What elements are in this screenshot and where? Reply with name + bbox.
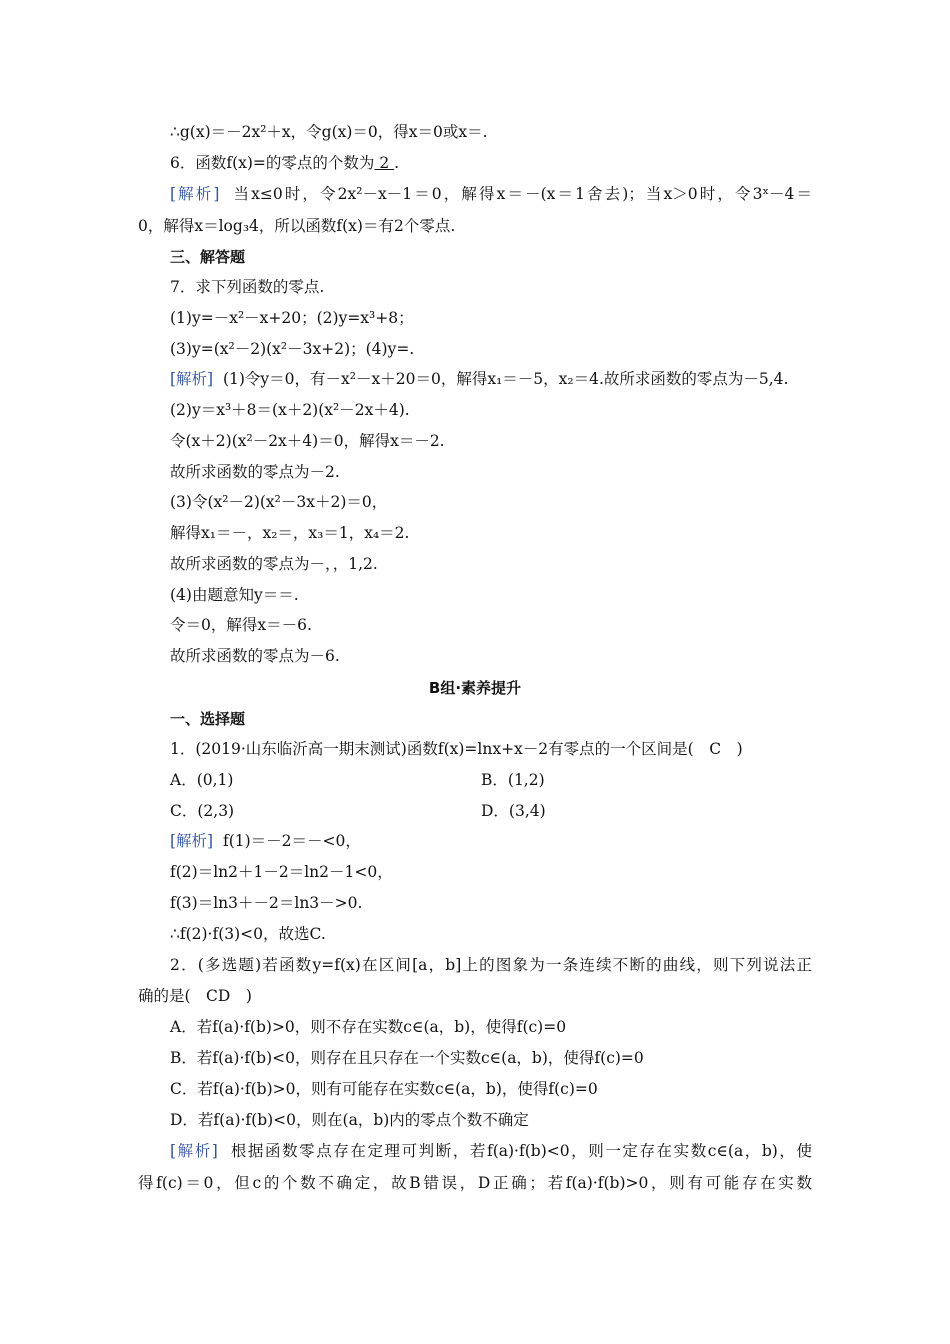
punctuation: . (394, 154, 400, 172)
analysis-tag: [解析] (170, 370, 214, 388)
question-2: 2．(多选题)若函数y=f(x)在区间[a，b]上的图象为一条连续不断的曲线，则下列说法正 (170, 956, 812, 974)
analysis-text: (1)令y＝0，有－x²－x＋20＝0，解得x₁＝－5，x₂＝4.故所求函数的零点为－5,4. (222, 370, 789, 388)
text-line: (3)y=(x²－2)(x²－3x+2)；(4)y=. (170, 340, 415, 358)
option-c: C．(2,3) (170, 802, 235, 820)
question-6 (170, 153, 399, 173)
option-d: D．若f(a)·f(b)<0，则在(a，b)内的零点个数不确定 (170, 1111, 529, 1129)
question-text: 6．函数f(x)=的零点的个数为 (170, 154, 375, 172)
text-line: 故所求函数的零点为－6. (170, 647, 340, 665)
text-line: 解得x₁＝－，x₂＝，x₃＝1，x₄＝2. (170, 524, 410, 542)
options-row (170, 801, 810, 821)
section-heading: 一、选择题 (170, 710, 246, 728)
analysis-text: 当x≤0时，令2x²－x－1＝0，解得x＝－(x＝1舍去)；当x＞0时，令3ˣ－4＝ (233, 185, 812, 203)
text-line: ∴f(2)·f(3)<0，故选C. (170, 925, 326, 943)
option-d: D．(3,4) (481, 802, 546, 820)
text-line: f(3)＝ln3＋－2＝ln3－>0. (170, 894, 363, 912)
text-line: (1)y=－x²－x+20；(2)y=x³+8； (170, 309, 414, 327)
option-c: C．若f(a)·f(b)>0，则有可能存在实数c∈(a，b)，使得f(c)=0 (170, 1080, 598, 1098)
analysis-tag: [解析] (170, 1142, 218, 1160)
answer-blank: 2 (374, 154, 395, 172)
section-heading: 三、解答题 (170, 248, 246, 266)
question-7: 7．求下列函数的零点. (170, 278, 325, 296)
analysis-line (170, 184, 812, 204)
option-b: B．(1,2) (481, 771, 545, 789)
text-line: 得f(c)＝0，但c的个数不确定，故B错误，D正确；若f(a)·f(b)>0，则有可能存在实数 (138, 1174, 812, 1192)
text-line: (3)令(x²－2)(x²－3x＋2)＝0， (170, 493, 388, 511)
text-line: (4)由题意知y＝＝. (170, 586, 299, 604)
group-heading: B组·素养提升 (428, 679, 522, 697)
text-line: 令＝0，解得x＝－6. (170, 616, 312, 634)
option-a: A．若f(a)·f(b)>0，则不存在实数c∈(a，b)，使得f(c)=0 (170, 1018, 567, 1036)
question-1: 1．(2019·山东临沂高一期末测试)函数f(x)=lnx+x－2有零点的一个区间是( C ) (170, 740, 743, 758)
analysis-text: 根据函数零点存在定理可判断，若f(a)·f(b)<0，则一定存在实数c∈(a，b)，使 (230, 1142, 812, 1160)
text-line: 令(x＋2)(x²－2x＋4)＝0，解得x＝－2. (170, 432, 445, 450)
text-line: 0，解得x＝log₃4，所以函数f(x)＝有2个零点. (138, 217, 456, 235)
option-b: B．若f(a)·f(b)<0，则存在且只存在一个实数c∈(a，b)，使得f(c)=0 (170, 1049, 644, 1067)
text-line: 确的是( CD ) (138, 987, 252, 1005)
option-a: A．(0,1) (170, 771, 234, 789)
analysis-tag: [解析] (170, 185, 220, 203)
analysis-line (170, 831, 361, 851)
text-line: (2)y＝x³＋8＝(x＋2)(x²－2x＋4). (170, 401, 410, 419)
text-line: 故所求函数的零点为－，，1,2. (170, 555, 378, 573)
analysis-text: f(1)＝－2＝－<0， (222, 832, 361, 850)
text-line: 故所求函数的零点为－2. (170, 463, 340, 481)
analysis-tag: [解析] (170, 832, 214, 850)
analysis-line (170, 369, 788, 389)
options-row (170, 770, 810, 790)
text-line: f(2)＝ln2＋1－2＝ln2－1<0， (170, 863, 393, 881)
text-line: ∴g(x)＝－2x²＋x，令g(x)＝0，得x＝0或x＝. (170, 123, 488, 141)
analysis-line (170, 1141, 812, 1161)
